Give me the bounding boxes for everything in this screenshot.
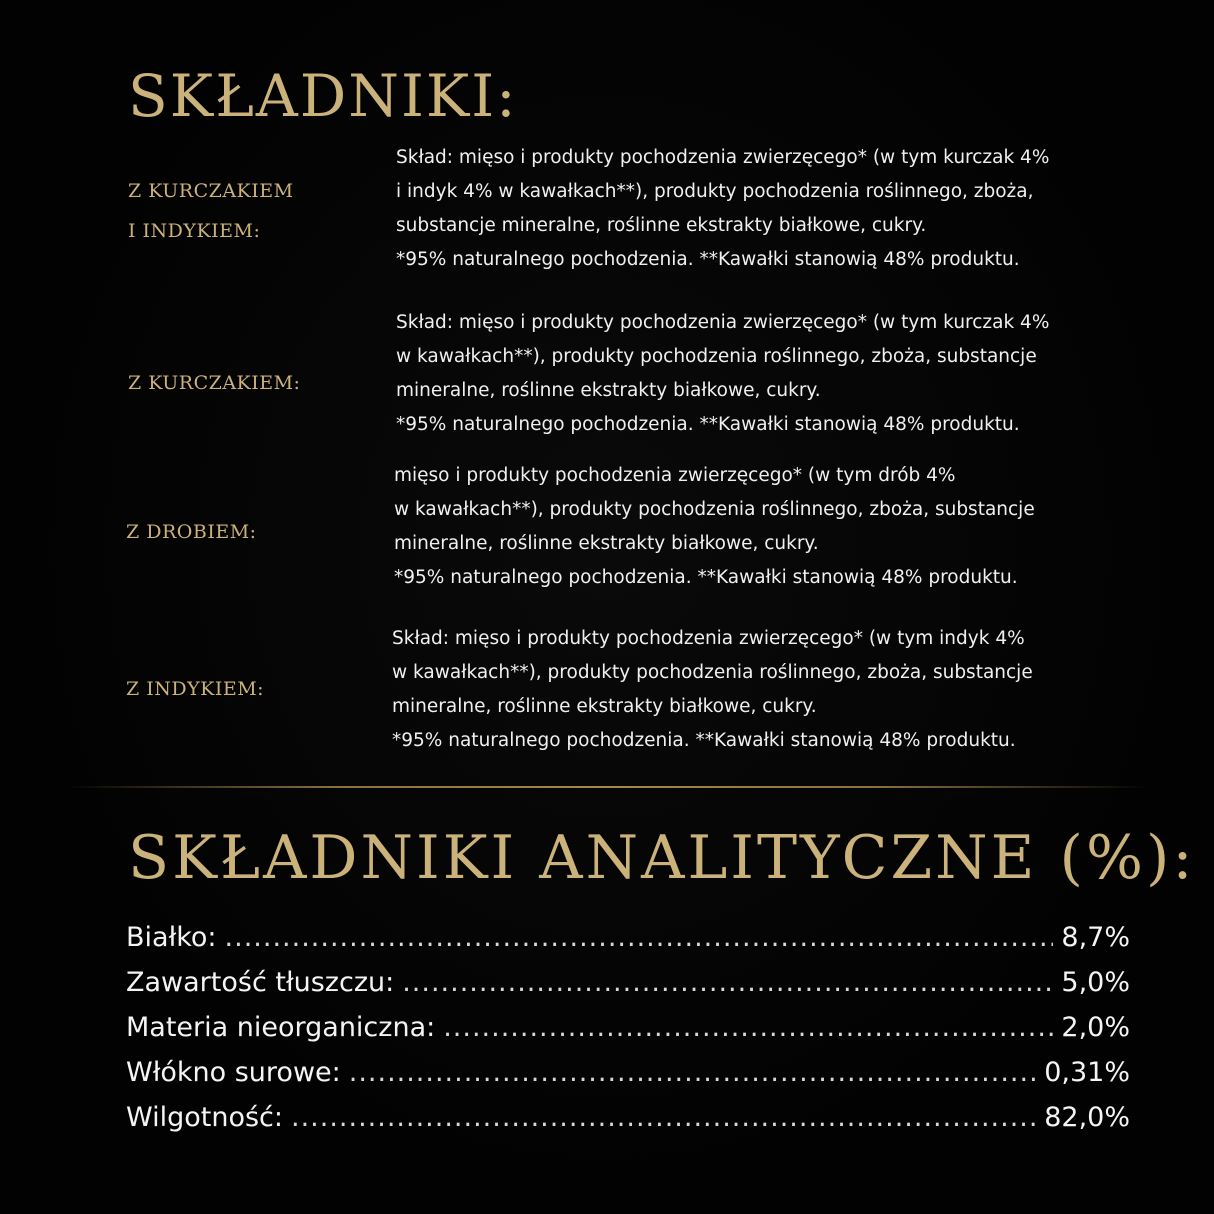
analytic-row-ash <box>126 1012 1130 1057</box>
variant-poultry <box>128 459 1108 599</box>
analytic-name: Materia nieorganiczna: <box>126 1012 436 1043</box>
variant-composition <box>394 459 1114 595</box>
analytic-value: 82,0% <box>1044 1102 1130 1133</box>
composition-line: w kawałkach**), produkty pochodzenia roślinnego, zboża, substancje <box>394 499 1035 520</box>
dot-leader <box>443 1012 1053 1043</box>
composition-line: i indyk 4% w kawałkach**), produkty pochodzenia roślinnego, zboża, <box>396 181 1034 202</box>
variant-label-line: Z DROBIEM: <box>126 521 257 543</box>
variant-label <box>126 512 366 552</box>
analytic-row-fat <box>126 967 1130 1012</box>
composition-line: mineralne, roślinne ekstrakty białkowe, cukry. <box>392 696 817 717</box>
analytic-row-protein <box>126 922 1130 967</box>
composition-line: w kawałkach**), produkty pochodzenia roślinnego, zboża, substancje <box>392 662 1033 683</box>
analytic-name: Włókno surowe: <box>126 1057 341 1088</box>
analytic-title: SKŁADNIKI ANALITYCZNE (%): <box>128 823 1196 893</box>
analytic-table <box>126 922 1130 1147</box>
variant-label-line: Z KURCZAKIEM <box>128 180 294 202</box>
composition-line: Skład: mięso i produkty pochodzenia zwierzęcego* (w tym kurczak 4% <box>396 147 1050 168</box>
variant-label-line: I INDYKIEM: <box>128 220 261 242</box>
dot-leader <box>349 1057 1036 1088</box>
variant-label <box>126 669 366 709</box>
composition-line: *95% naturalnego pochodzenia. **Kawałki stanowią 48% produktu. <box>396 414 1020 435</box>
composition-line: w kawałkach**), produkty pochodzenia roślinnego, zboża, substancje <box>396 346 1037 367</box>
analytic-value: 0,31% <box>1044 1057 1130 1088</box>
analytic-name: Wilgotność: <box>126 1102 283 1133</box>
analytic-row-fibre <box>126 1057 1130 1102</box>
variant-composition <box>396 141 1116 277</box>
composition-line: *95% naturalnego pochodzenia. **Kawałki stanowią 48% produktu. <box>396 249 1020 270</box>
composition-line: mineralne, roślinne ekstrakty białkowe, cukry. <box>394 533 819 554</box>
variant-turkey <box>128 622 1108 762</box>
analytic-name: Białko: <box>126 922 217 953</box>
analytic-row-moisture <box>126 1102 1130 1147</box>
variant-label <box>128 363 368 403</box>
variant-label-line: Z KURCZAKIEM: <box>128 372 301 394</box>
analytic-value: 2,0% <box>1061 1012 1130 1043</box>
composition-line: *95% naturalnego pochodzenia. **Kawałki stanowią 48% produktu. <box>394 567 1018 588</box>
dot-leader <box>291 1102 1036 1133</box>
dot-leader <box>225 922 1054 953</box>
variant-composition <box>396 306 1116 442</box>
composition-line: *95% naturalnego pochodzenia. **Kawałki stanowią 48% produktu. <box>392 730 1016 751</box>
composition-line: Skład: mięso i produkty pochodzenia zwierzęcego* (w tym kurczak 4% <box>396 312 1050 333</box>
dot-leader <box>402 967 1053 998</box>
section-divider <box>66 786 1148 788</box>
analytic-value: 8,7% <box>1061 922 1130 953</box>
composition-line: substancje mineralne, roślinne ekstrakty białkowe, cukry. <box>396 215 927 236</box>
variant-label-line: Z INDYKIEM: <box>126 678 265 700</box>
analytic-value: 5,0% <box>1061 967 1130 998</box>
composition-line: mięso i produkty pochodzenia zwierzęcego* (w tym drób 4% <box>394 465 956 486</box>
analytic-name: Zawartość tłuszczu: <box>126 967 395 998</box>
ingredients-title: SKŁADNIKI: <box>128 62 518 130</box>
variant-chicken <box>128 306 1108 446</box>
variant-composition <box>392 622 1112 758</box>
variant-label <box>128 171 368 251</box>
composition-line: Skład: mięso i produkty pochodzenia zwierzęcego* (w tym indyk 4% <box>392 628 1025 649</box>
variant-chicken-turkey <box>128 141 1108 281</box>
composition-line: mineralne, roślinne ekstrakty białkowe, cukry. <box>396 380 821 401</box>
